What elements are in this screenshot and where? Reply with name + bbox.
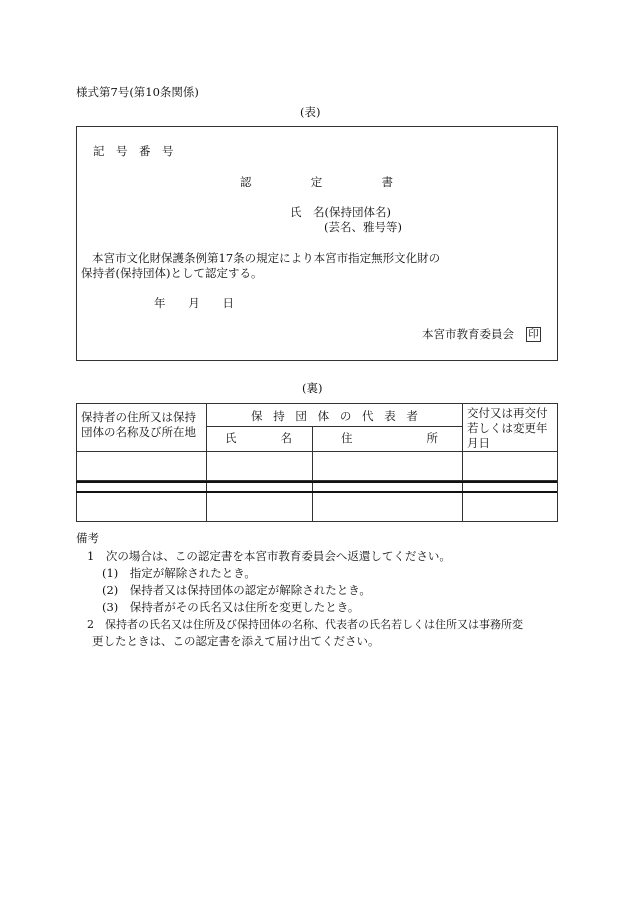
form-number-label: 様式第7号(第10条関係) [76,85,199,99]
title-char: 認 [240,175,252,189]
holder-address-header: 保持者の住所又は保持団体の名称及び所在地 [77,404,207,452]
front-side-title: (表) [300,105,321,119]
table-header-row [77,404,558,427]
table-cell [77,493,207,522]
note-item-1: 1 次の場合は、この認定書を本宮市教育委員会へ返還してください。 [87,549,451,563]
issue-date-header: 交付又は再交付若しくは変更年月日 [463,404,558,452]
month-label: 月 [188,296,200,310]
continuation-rule-bottom [76,491,557,493]
back-register-table [76,403,558,522]
notes-heading: 備考 [76,531,99,545]
back-side-title: (裏) [302,381,323,395]
representative-header: 保 持 団 体 の 代 表 者 [207,404,463,427]
day-label: 日 [222,296,234,310]
certificate-front-box [76,126,558,361]
issuer-name: 本宮市教育委員会 [422,327,514,341]
note-item-2-line1: 2 保持者の氏名又は住所及び保持団体の名称、代表者の氏名若しくは住所又は事務所変 [87,618,523,631]
table-cell [313,493,463,522]
note-sub-item-2: (2) 保持者又は保持団体の認定が解除されたとき。 [102,583,371,597]
table-cell [313,452,463,481]
date-line [154,298,234,310]
note-item-2-line2: 更したときは、この認定書を添えて届け出てください。 [92,634,380,648]
record-number-label: 記 号 番 号 [93,144,174,158]
table-cell [207,452,313,481]
holder-name-label: 氏 名(保持団体名) [290,205,391,219]
note-sub-item-3: (3) 保持者がその氏名又は住所を変更したとき。 [102,600,360,614]
table-cell [207,493,313,522]
table-row [77,493,558,522]
table-cell [463,452,558,481]
title-char: 定 [310,175,323,189]
seal-mark: 印 [526,327,541,342]
table-row [77,452,558,481]
rep-address-header: 住 所 [313,427,463,452]
certificate-title [240,177,393,189]
note-sub-item-1: (1) 指定が解除されたとき。 [102,566,256,580]
stage-name-label: (芸名、雅号等) [324,220,402,234]
year-label: 年 [154,296,166,310]
table-cell [463,493,558,522]
rep-name-header: 氏 名 [207,427,313,452]
title-char: 書 [381,175,393,189]
table-cell [77,452,207,481]
certification-text-line2: 保持者(保持団体)として認定する。 [81,266,263,280]
certification-text-line1: 本宮市文化財保護条例第17条の規定により本宮市指定無形文化財の [92,251,441,265]
continuation-rule-top [76,481,557,483]
